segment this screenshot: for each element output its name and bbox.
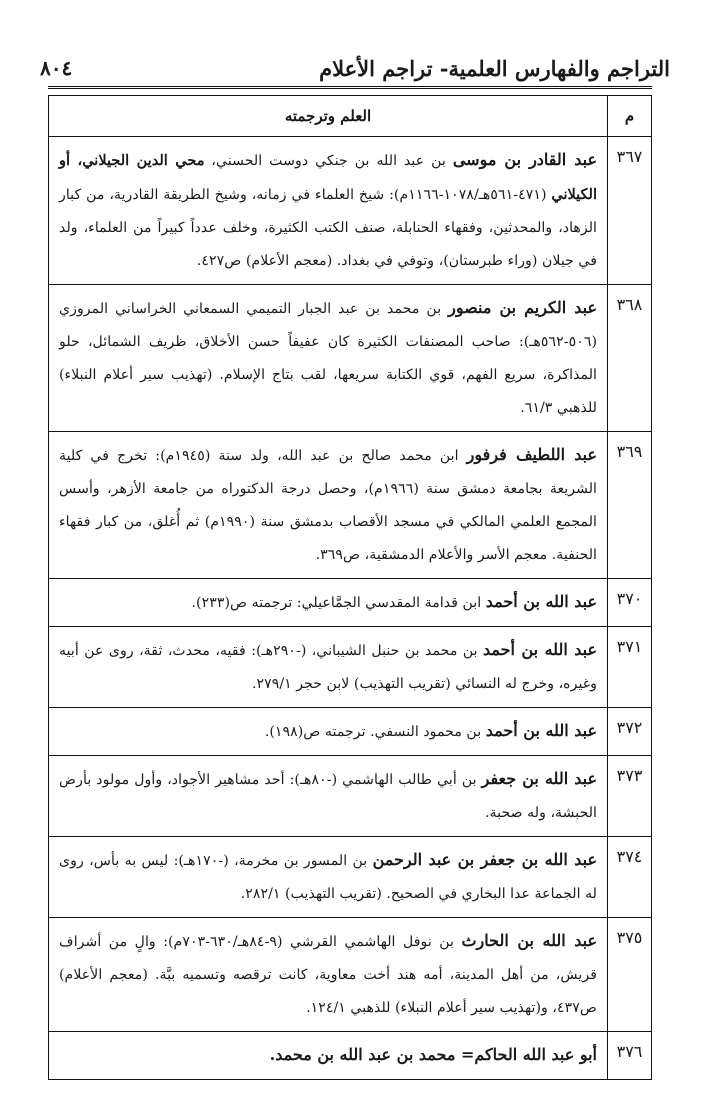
entry-lineage: بن عبد الله بن جنكي دوست الحسني، <box>204 153 453 169</box>
entry-name: عبد الله بن أحمد <box>485 721 597 740</box>
entry-number: ٣٧٦ <box>608 1032 652 1080</box>
table-row <box>49 1032 652 1080</box>
table-row <box>49 627 652 708</box>
table-row <box>49 285 652 432</box>
entry-name: أبو عبد الله الحاكم= محمد بن عبد الله بن محمد. <box>269 1045 597 1064</box>
running-title: التراجم والفهارس العلمية- تراجم الأعلام <box>319 56 670 81</box>
table-row <box>49 837 652 918</box>
entry-number: ٣٧٥ <box>608 918 652 1032</box>
page-number: ٨٠٤ <box>40 56 73 80</box>
entry-alias: محي الدين الجيلاني، أو الكيلاني <box>59 152 597 203</box>
entry-name: عبد الله بن جعفر <box>481 769 597 788</box>
entry-name: عبد الكريم بن منصور <box>448 298 597 317</box>
entry-biography <box>49 756 608 837</box>
table-row <box>49 918 652 1032</box>
entry-text: بن محمود النسفي. ترجمته ص(١٩٨). <box>264 724 486 740</box>
entry-name: عبد الله بن أحمد <box>483 640 598 659</box>
entry-name: عبد الله بن جعفر بن عبد الرحمن <box>372 850 597 869</box>
column-header-number: م <box>608 96 652 137</box>
entry-number: ٣٧١ <box>608 627 652 708</box>
entry-name: عبد الله بن الحارث <box>461 931 598 950</box>
entry-biography <box>49 432 608 579</box>
entry-number: ٣٦٨ <box>608 285 652 432</box>
entry-text: (٤٧١-٥٦١هـ/١٠٧٨-١١٦٦م): شيخ العلماء في زمانه، وشيخ الطريقة القادرية، من كبار الزهاد، والمحدثين، وفقهاء الحنابلة، صنف الكتب الكثيرة، وخلف عدداً كبيراً من العلماء، ولد في جيلان (وراء طبرستان)، وتوفي في بغداد. (معجم الأعلام) ص٤٢٧. <box>59 187 597 269</box>
entry-text: بن المسور بن مخرمة، (-١٧٠هـ): ليس به بأس، روى له الجماعة عدا البخاري في الصحيح. (تقريب التهذيب) ٢٨٢/١. <box>59 853 597 902</box>
entry-biography <box>49 708 608 756</box>
entry-name: عبد اللطيف فرفور <box>466 445 597 464</box>
entry-number: ٣٧٠ <box>608 579 652 627</box>
header-rule <box>48 86 652 93</box>
entry-name: عبد الله بن أحمد <box>485 592 597 611</box>
entry-text: بن محمد بن عبد الجبار التميمي السمعاني الخراساني المروزي (٥٠٦-٥٦٢هـ): صاحب المصنفات الكثيرة كان عفيفاً حسن الأخلاق، ظريف الشمائل، حلو المذاكرة، سريع الفهم، قوي الكتابة سريعها، لقب بتاج الإسلام. (تهذيب سير أعلام النبلاء) للذهبي ٦١/٣. <box>59 301 597 416</box>
entry-text: بن نوفل الهاشمي القرشي (٩-٨٤هـ/٦٣٠-٧٠٣م): والٍ من أشراف قريش، من أهل المدينة، أمه هند أخت معاوية، كانت ترقصه وتسميه ببَّة. (معجم الأعلام) ص٤٣٧، و(تهذيب سير أعلام النبلاء) للذهبي ١٢٤/١. <box>59 934 597 1016</box>
biographies-table <box>48 95 652 1080</box>
table-row <box>49 432 652 579</box>
entry-biography <box>49 137 608 285</box>
entry-biography <box>49 1032 608 1080</box>
entry-text: ابن قدامة المقدسي الجمَّاعيلي: ترجمته ص(٢٣٣). <box>191 595 486 611</box>
entry-number: ٣٧٤ <box>608 837 652 918</box>
column-header-bio: العلم وترجمته <box>49 96 608 137</box>
entry-name: عبد القادر بن موسى <box>452 150 597 169</box>
entry-number: ٣٧٢ <box>608 708 652 756</box>
entry-number: ٣٦٩ <box>608 432 652 579</box>
entry-text: ابن محمد صالح بن عبد الله، ولد سنة (١٩٤٥م): تخرج في كلية الشريعة بجامعة دمشق سنة (١٩٦٦م)، وحصل درجة الدكتوراه من جامعة الأزهر، وأسس المجمع العلمي المالكي في مسجد الأقصاب بدمشق سنة (١٩٩٠م) ثم أُغلق، من كبار فقهاء الحنفية. معجم الأسر والأعلام الدمشقية، ص٣٦٩. <box>59 448 597 563</box>
entry-text: بن محمد بن حنبل الشيباني، (-٢٩٠هـ): فقيه، محدث، ثقة، روى عن أبيه وغيره، وخرج له النسائي (تقريب التهذيب) لابن حجر ٢٧٩/١. <box>59 643 597 692</box>
entry-biography <box>49 918 608 1032</box>
table-row <box>49 756 652 837</box>
entry-biography <box>49 285 608 432</box>
entry-biography <box>49 627 608 708</box>
table-row <box>49 579 652 627</box>
entry-biography <box>49 579 608 627</box>
table-row <box>49 708 652 756</box>
table-header-row <box>49 96 652 137</box>
table-body <box>49 137 652 1080</box>
entry-text: بن أبي طالب الهاشمي (-٨٠هـ): أحد مشاهير الأجواد، وأول مولود بأرض الحبشة، وله صحبة. <box>59 772 597 821</box>
table-row <box>49 137 652 285</box>
entry-number: ٣٧٣ <box>608 756 652 837</box>
entry-biography <box>49 837 608 918</box>
entry-number: ٣٦٧ <box>608 137 652 285</box>
